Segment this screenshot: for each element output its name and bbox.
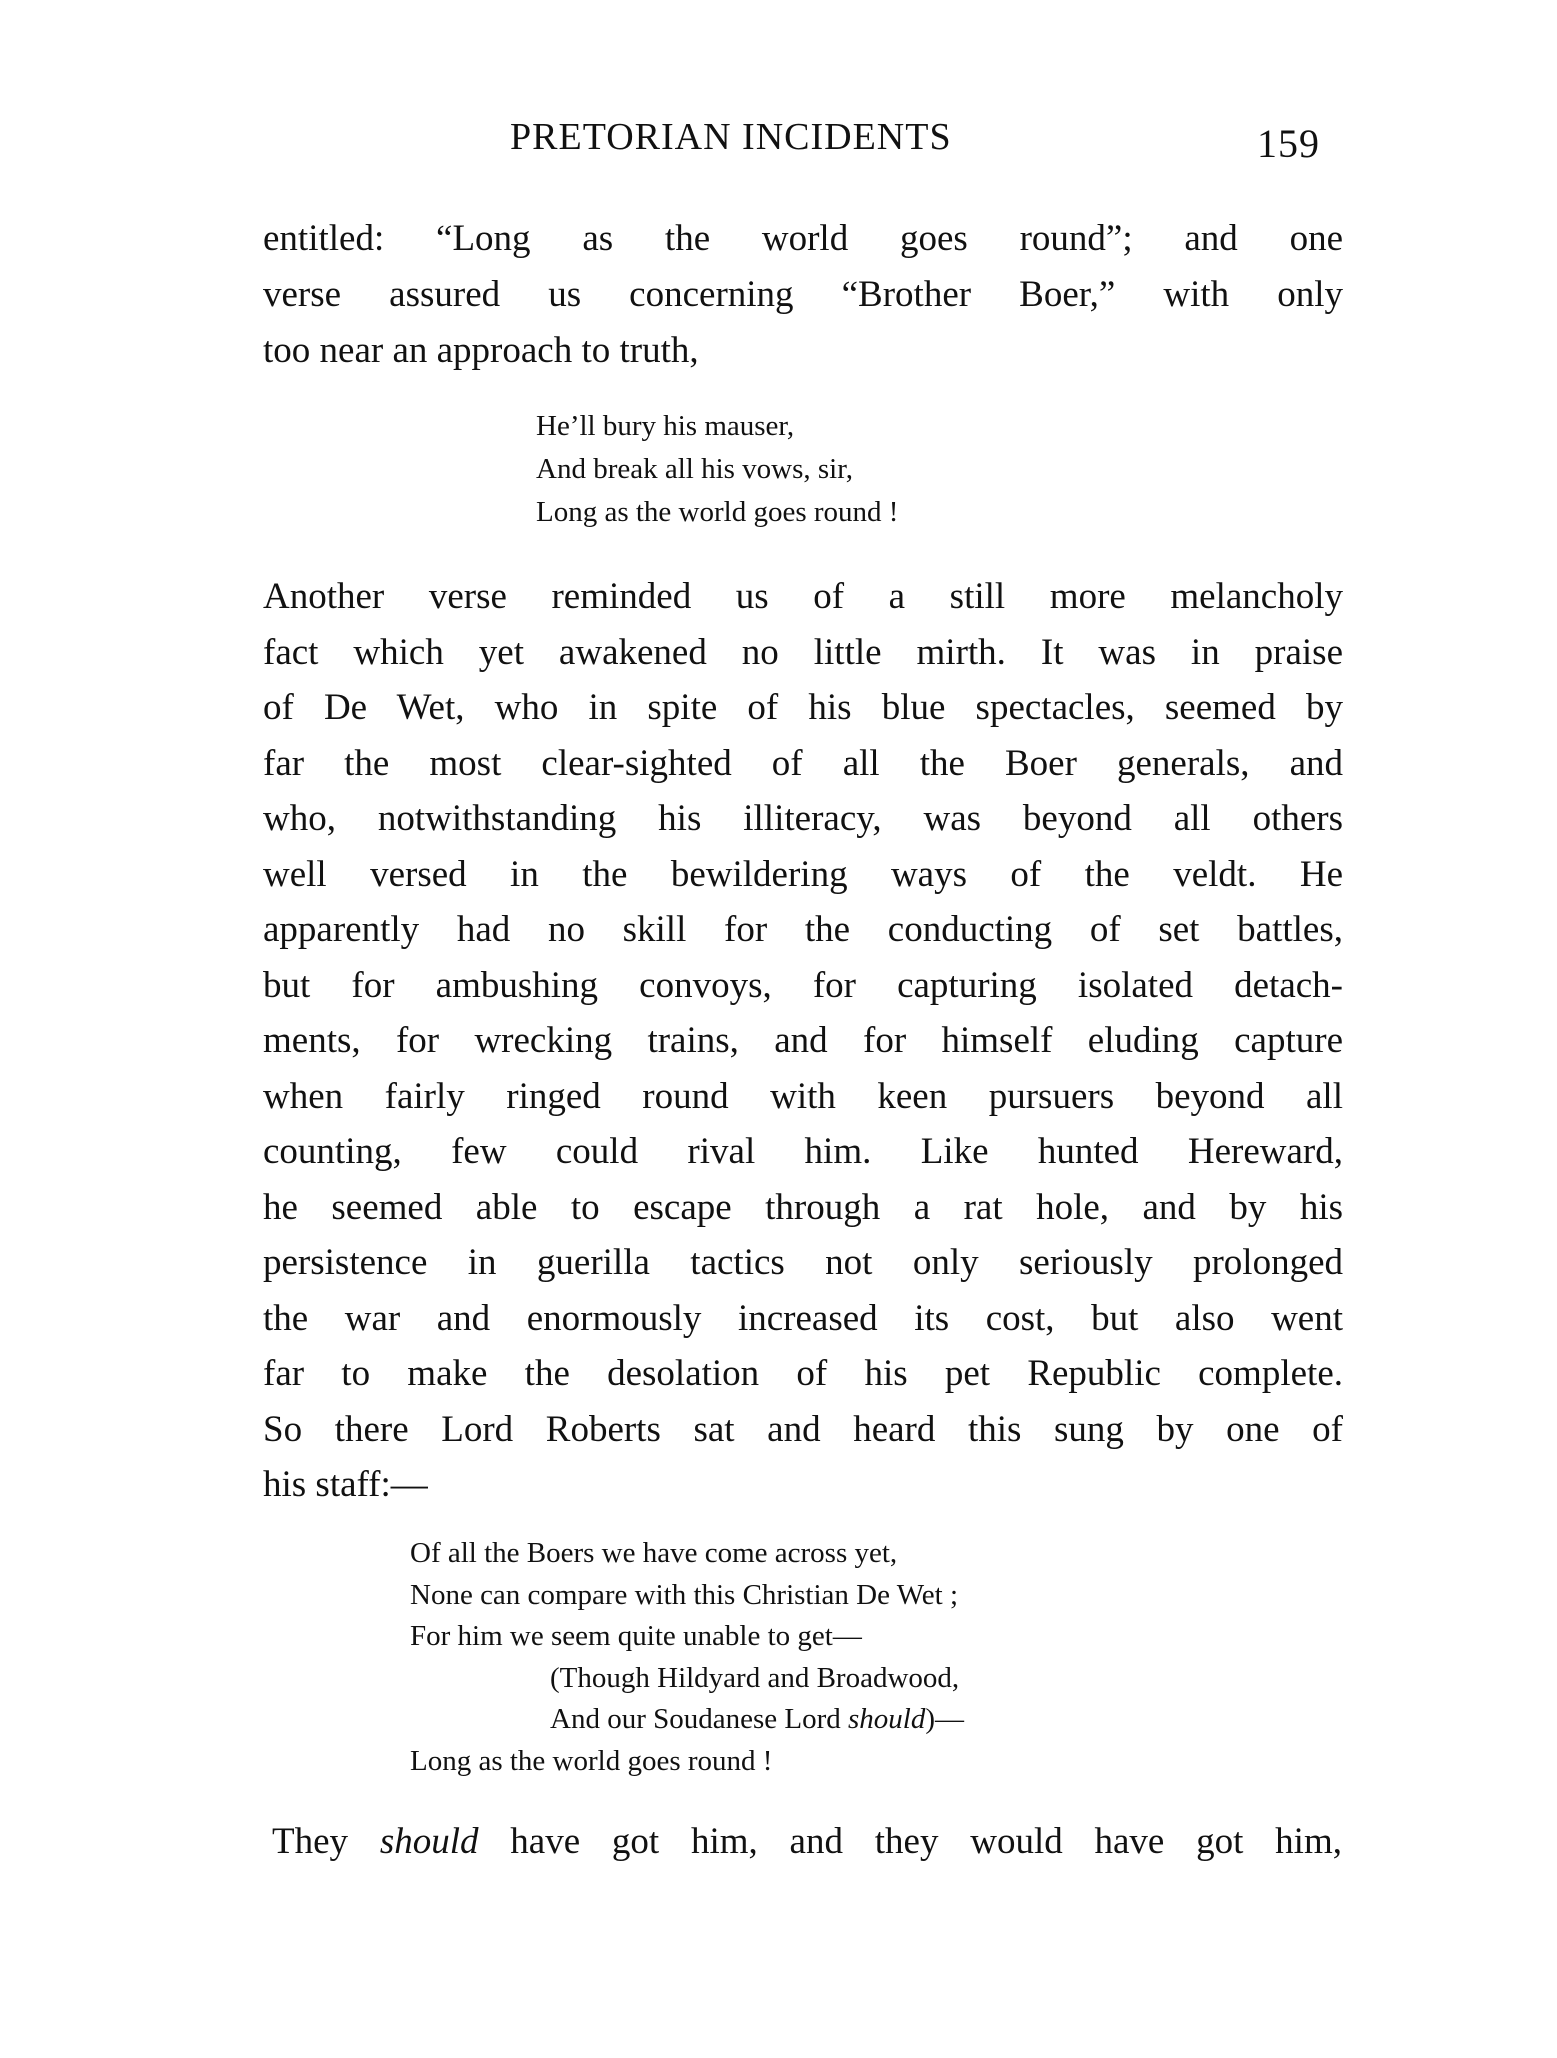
text-run: For him we seem quite unable to get— bbox=[410, 1620, 862, 1653]
paragraph-line: counting, few could rival him. Like hunted Hereward, bbox=[263, 1131, 1343, 1172]
text-run: They bbox=[272, 1821, 380, 1862]
text-run: )— bbox=[925, 1703, 965, 1736]
paragraph-line: the war and enormously increased its cost, but also went bbox=[263, 1297, 1343, 1339]
paragraph-line: when fairly ringed round with keen pursuers beyond all bbox=[263, 1075, 1343, 1117]
verse-line: Long as the world goes round ! bbox=[536, 496, 899, 528]
paragraph-line: persistence in guerilla tactics not only seriously prolonged bbox=[263, 1242, 1343, 1283]
paragraph-line: of De Wet, who in spite of his blue spectacles, seemed by bbox=[263, 687, 1343, 728]
verse-line bbox=[410, 1622, 862, 1651]
verse-line: He’ll bury his mauser, bbox=[536, 410, 795, 442]
verse-line bbox=[410, 1539, 897, 1568]
paragraph-line: he seemed able to escape through a rat hole, and by his bbox=[263, 1186, 1343, 1228]
text-run: have got him, and they would have got him, bbox=[478, 1821, 1342, 1862]
paragraph-line: far the most clear-sighted of all the Boer generals, and bbox=[263, 742, 1343, 784]
paragraph-line: but for ambushing convoys, for capturing isolated detach- bbox=[263, 964, 1343, 1006]
text-run: (Though Hildyard and Broadwood, bbox=[550, 1661, 960, 1694]
page-number: 159 bbox=[1257, 121, 1320, 166]
italic-text: should bbox=[379, 1821, 479, 1862]
running-title: PRETORIAN INCIDENTS bbox=[510, 116, 952, 158]
paragraph-line: far to make the desolation of his pet Republic complete. bbox=[263, 1353, 1343, 1394]
verse-line bbox=[550, 1661, 960, 1694]
paragraph-line: who, notwithstanding his illiteracy, was beyond all others bbox=[263, 798, 1343, 839]
paragraph-line: too near an approach to truth, bbox=[263, 330, 699, 371]
italic-text: should bbox=[848, 1703, 926, 1736]
paragraph-line: fact which yet awakened no little mirth. It was in praise bbox=[263, 631, 1343, 673]
paragraph-line: well versed in the bewildering ways of the veldt. He bbox=[263, 853, 1343, 895]
text-run: Of all the Boers we have come across yet, bbox=[410, 1537, 898, 1569]
verse-line: And break all his vows, sir, bbox=[536, 453, 853, 485]
verse-line bbox=[550, 1705, 964, 1734]
verse-line bbox=[410, 1578, 958, 1611]
text-run: And our Soudanese Lord bbox=[550, 1703, 849, 1736]
paragraph-line: apparently had no skill for the conducting of set battles, bbox=[263, 909, 1343, 950]
text-run: Long as the world goes round ! bbox=[410, 1745, 773, 1777]
paragraph-line: entitled: “Long as the world goes round”; and one bbox=[263, 218, 1343, 259]
verse-line bbox=[410, 1747, 772, 1776]
paragraph-line bbox=[272, 1823, 1342, 1860]
paragraph-line: verse assured us concerning “Brother Boer,” with only bbox=[263, 274, 1343, 315]
text-run: None can compare with this Christian De Wet ; bbox=[410, 1578, 958, 1611]
paragraph-line: ments, for wrecking trains, and for himself eluding capture bbox=[263, 1020, 1343, 1061]
paragraph-line: his staff:— bbox=[263, 1464, 428, 1505]
paragraph-line: So there Lord Roberts sat and heard this sung by one of bbox=[263, 1408, 1343, 1450]
paragraph-line: Another verse reminded us of a still more melancholy bbox=[263, 576, 1343, 617]
